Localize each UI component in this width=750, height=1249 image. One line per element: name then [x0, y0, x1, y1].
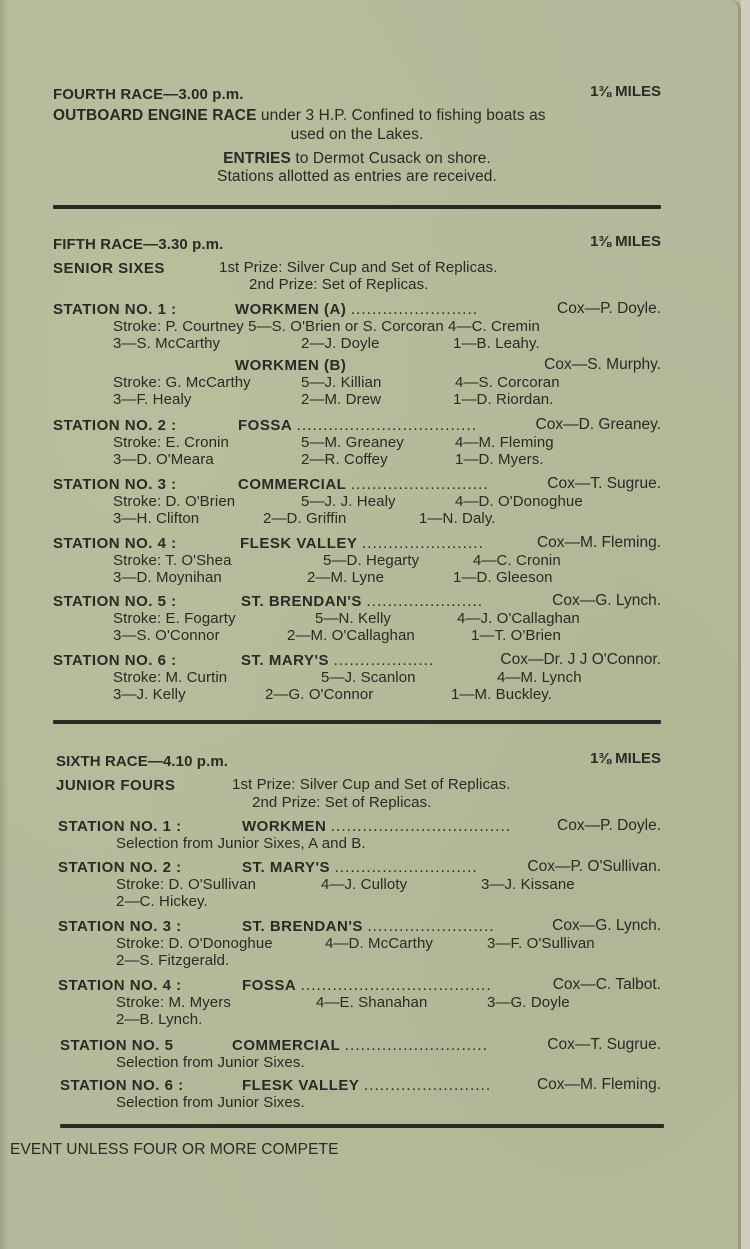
club-name: FOSSA [242, 977, 297, 994]
crew-member: 3—D. Moynihan [113, 569, 222, 586]
crew-member: 4—D. O'Donoghue [455, 493, 583, 510]
station-number: STATION NO. 1 : [53, 301, 177, 318]
cox-name: Cox—T. Sugrue. [547, 1036, 661, 1053]
cox-name: Cox—M. Fleming. [536, 1076, 661, 1093]
crew-member: 1—T. O'Brien [471, 627, 561, 644]
leader-dots: .................................. [330, 818, 512, 835]
crew-member: 1—M. Buckley. [451, 686, 553, 703]
crew-member: 2—S. Fitzgerald. [116, 952, 230, 969]
crew-member: 1—D. Riordan. [453, 391, 554, 408]
divider [60, 1124, 664, 1128]
cox-name: Cox—P. O'Sullivan. [527, 858, 661, 875]
crew-member: 5—J. J. Healy [301, 493, 396, 510]
club-name: ST. MARY'S [241, 652, 330, 669]
leader-dots: ................... [333, 652, 435, 669]
leader-dots: ........................... [334, 859, 478, 876]
club-name: FLESK VALLEY [242, 1077, 360, 1094]
crew-member: 5—J. Killian [301, 374, 382, 391]
leader-dots: .......................... [350, 476, 489, 493]
page-edge [741, 0, 750, 1249]
crew-member: 3—J. Kelly [113, 686, 186, 703]
station-club-line [242, 1077, 491, 1095]
sixth-race-title: SIXTH RACE—4.10 p.m. [56, 753, 229, 770]
event-desc-cont: used on the Lakes. [290, 126, 424, 143]
footer-note: EVENT UNLESS FOUR OR MORE COMPETE [10, 1141, 339, 1158]
crew-member: Stroke: D. O'Brien [113, 493, 236, 510]
cox-name: Cox—G. Lynch. [552, 592, 661, 609]
entries-line [53, 150, 661, 168]
divider [53, 205, 661, 209]
station-number: STATION NO. 3 : [53, 476, 177, 493]
stations-note: Stations allotted as entries are received. [217, 168, 497, 185]
fifth-race-category: SENIOR SIXES [53, 260, 165, 277]
station-club-line [235, 301, 478, 319]
first-prize: 1st Prize: Silver Cup and Set of Replicas. [232, 776, 511, 793]
station-club-line [242, 977, 492, 995]
crew-member: 1—D. Myers. [455, 451, 544, 468]
station-number: STATION NO. 6 : [60, 1077, 184, 1094]
crew-member: 1—N. Daly. [419, 510, 496, 527]
station-number: STATION NO. 2 : [58, 859, 182, 876]
crew-member: 2—J. Doyle [301, 335, 380, 352]
crew-member: Stroke: D. O'Donoghue [116, 935, 273, 952]
crew-member: Selection from Junior Sixes, A and B. [116, 835, 366, 852]
crew-member: Stroke: D. O'Sullivan [116, 876, 257, 893]
first-prize: 1st Prize: Silver Cup and Set of Replicas. [219, 259, 498, 276]
sixth-race-distance: 1⅜ MILES [590, 750, 661, 767]
club-name: FLESK VALLEY [240, 535, 358, 552]
station-club-line [232, 1037, 488, 1055]
station-club-line [241, 652, 434, 670]
station-club-line [241, 593, 483, 611]
crew-member: Stroke: M. Curtin [113, 669, 228, 686]
crew-member: Stroke: E. Cronin [113, 434, 229, 451]
station-club-line [235, 357, 346, 375]
cox-name: Cox—S. Murphy. [544, 356, 661, 373]
crew-member: 2—C. Hickey. [116, 893, 208, 910]
second-prize: 2nd Prize: Set of Replicas. [252, 794, 432, 811]
crew-member: 3—J. Kissane [481, 876, 575, 893]
crew-member: 2—M. Lyne [307, 569, 385, 586]
second-prize: 2nd Prize: Set of Replicas. [249, 276, 429, 293]
club-name: COMMERCIAL [238, 476, 347, 493]
divider [53, 720, 661, 724]
station-number: STATION NO. 1 : [58, 818, 182, 835]
leader-dots: .................................... [300, 977, 492, 994]
crew-member: 2—D. Griffin [263, 510, 347, 527]
crew-member: 2—R. Coffey [301, 451, 388, 468]
crew-member: 3—F. O'Sullivan [487, 935, 595, 952]
club-name: ST. BRENDAN'S [241, 593, 362, 610]
crew-member: Stroke: M. Myers [116, 994, 231, 1011]
crew-member: 2—M. O'Callaghan [287, 627, 415, 644]
cox-name: Cox—T. Sugrue. [547, 475, 661, 492]
fifth-race-title: FIFTH RACE—3.30 p.m. [53, 236, 224, 253]
cox-name: Cox—D. Greaney. [535, 416, 661, 433]
event-desc: under 3 H.P. Confined to fishing boats as [256, 107, 546, 124]
entries-text: to Dermot Cusack on shore. [290, 150, 491, 167]
club-name: ST. BRENDAN'S [242, 918, 363, 935]
crew-member: 4—J. O'Callaghan [457, 610, 580, 627]
club-name: WORKMEN [242, 818, 327, 835]
crew-member: 2—G. O'Connor [265, 686, 374, 703]
cox-name: Cox—Dr. J J O'Connor. [500, 651, 661, 668]
crew-member: 3—S. O'Connor [113, 627, 220, 644]
cox-name: Cox—C. Talbot. [552, 976, 661, 993]
crew-member: 4—S. Corcoran [455, 374, 560, 391]
leader-dots: ...................... [366, 593, 484, 610]
station-number: STATION NO. 2 : [53, 417, 177, 434]
station-club-line [242, 818, 511, 836]
crew-member: 5—N. Kelly [315, 610, 392, 627]
crew-member: 1—D. Gleeson [453, 569, 553, 586]
crew-member: 5—D. Hegarty [323, 552, 420, 569]
crew-member: 4—C. Cronin [473, 552, 561, 569]
station-number: STATION NO. 6 : [53, 652, 177, 669]
crew-member: Selection from Junior Sixes. [116, 1094, 305, 1111]
station-number: STATION NO. 5 [60, 1037, 174, 1054]
leader-dots: ........................ [367, 918, 495, 935]
club-name: FOSSA [238, 417, 293, 434]
crew-member: Stroke: E. Fogarty [113, 610, 236, 627]
crew-member: 3—G. Doyle [487, 994, 570, 1011]
club-name: ST. MARY'S [242, 859, 331, 876]
crew-member: Stroke: P. Courtney 5—S. O'Brien or S. Corcoran 4—C. Cremin [113, 318, 540, 335]
crew-member: 3—S. McCarthy [113, 335, 221, 352]
fifth-race-distance: 1⅜ MILES [590, 233, 661, 250]
crew-member: 2—B. Lynch. [116, 1011, 203, 1028]
fourth-race-distance: 1⅜ MILES [590, 83, 661, 100]
station-club-line [242, 918, 495, 936]
crew-member: 3—F. Healy [113, 391, 192, 408]
fourth-race-event [53, 107, 546, 125]
crew-member: 4—D. McCarthy [325, 935, 433, 952]
club-name: COMMERCIAL [232, 1037, 341, 1054]
station-number: STATION NO. 3 : [58, 918, 182, 935]
club-name: WORKMEN (A) [235, 301, 347, 318]
crew-member: Stroke: T. O'Shea [113, 552, 232, 569]
station-number: STATION NO. 4 : [53, 535, 177, 552]
leader-dots: .................................. [296, 417, 478, 434]
crew-member: 5—J. Scanlon [321, 669, 416, 686]
fourth-race-title: FOURTH RACE—3.00 p.m. [53, 86, 244, 103]
crew-member: Selection from Junior Sixes. [116, 1054, 305, 1071]
leader-dots: ........................ [350, 301, 479, 318]
crew-member: Stroke: G. McCarthy [113, 374, 251, 391]
crew-member: 4—M. Fleming [455, 434, 554, 451]
cox-name: Cox—G. Lynch. [552, 917, 661, 934]
entries-label: ENTRIES [223, 150, 291, 167]
crew-member: 1—B. Leahy. [453, 335, 540, 352]
crew-member: 3—H. Clifton [113, 510, 200, 527]
station-number: STATION NO. 4 : [58, 977, 182, 994]
leader-dots: ........................ [363, 1077, 492, 1094]
page-shadow [0, 0, 8, 1249]
club-name: WORKMEN (B) [235, 357, 347, 374]
station-club-line [238, 476, 489, 494]
crew-member: 4—M. Lynch [497, 669, 582, 686]
crew-member: 4—J. Culloty [321, 876, 408, 893]
station-number: STATION NO. 5 : [53, 593, 177, 610]
sixth-race-category: JUNIOR FOURS [56, 777, 176, 794]
cox-name: Cox—P. Doyle. [557, 817, 661, 834]
leader-dots: ....................... [361, 535, 484, 552]
cox-name: Cox—M. Fleming. [536, 534, 661, 551]
crew-member: 5—M. Greaney [301, 434, 404, 451]
station-club-line [240, 535, 484, 553]
leader-dots: ........................... [344, 1037, 489, 1054]
station-club-line [238, 417, 477, 435]
crew-member: 4—E. Shanahan [316, 994, 428, 1011]
cox-name: Cox—P. Doyle. [557, 300, 661, 317]
event-name: OUTBOARD ENGINE RACE [53, 107, 257, 124]
station-club-line [242, 859, 478, 877]
crew-member: 3—D. O'Meara [113, 451, 214, 468]
crew-member: 2—M. Drew [301, 391, 382, 408]
